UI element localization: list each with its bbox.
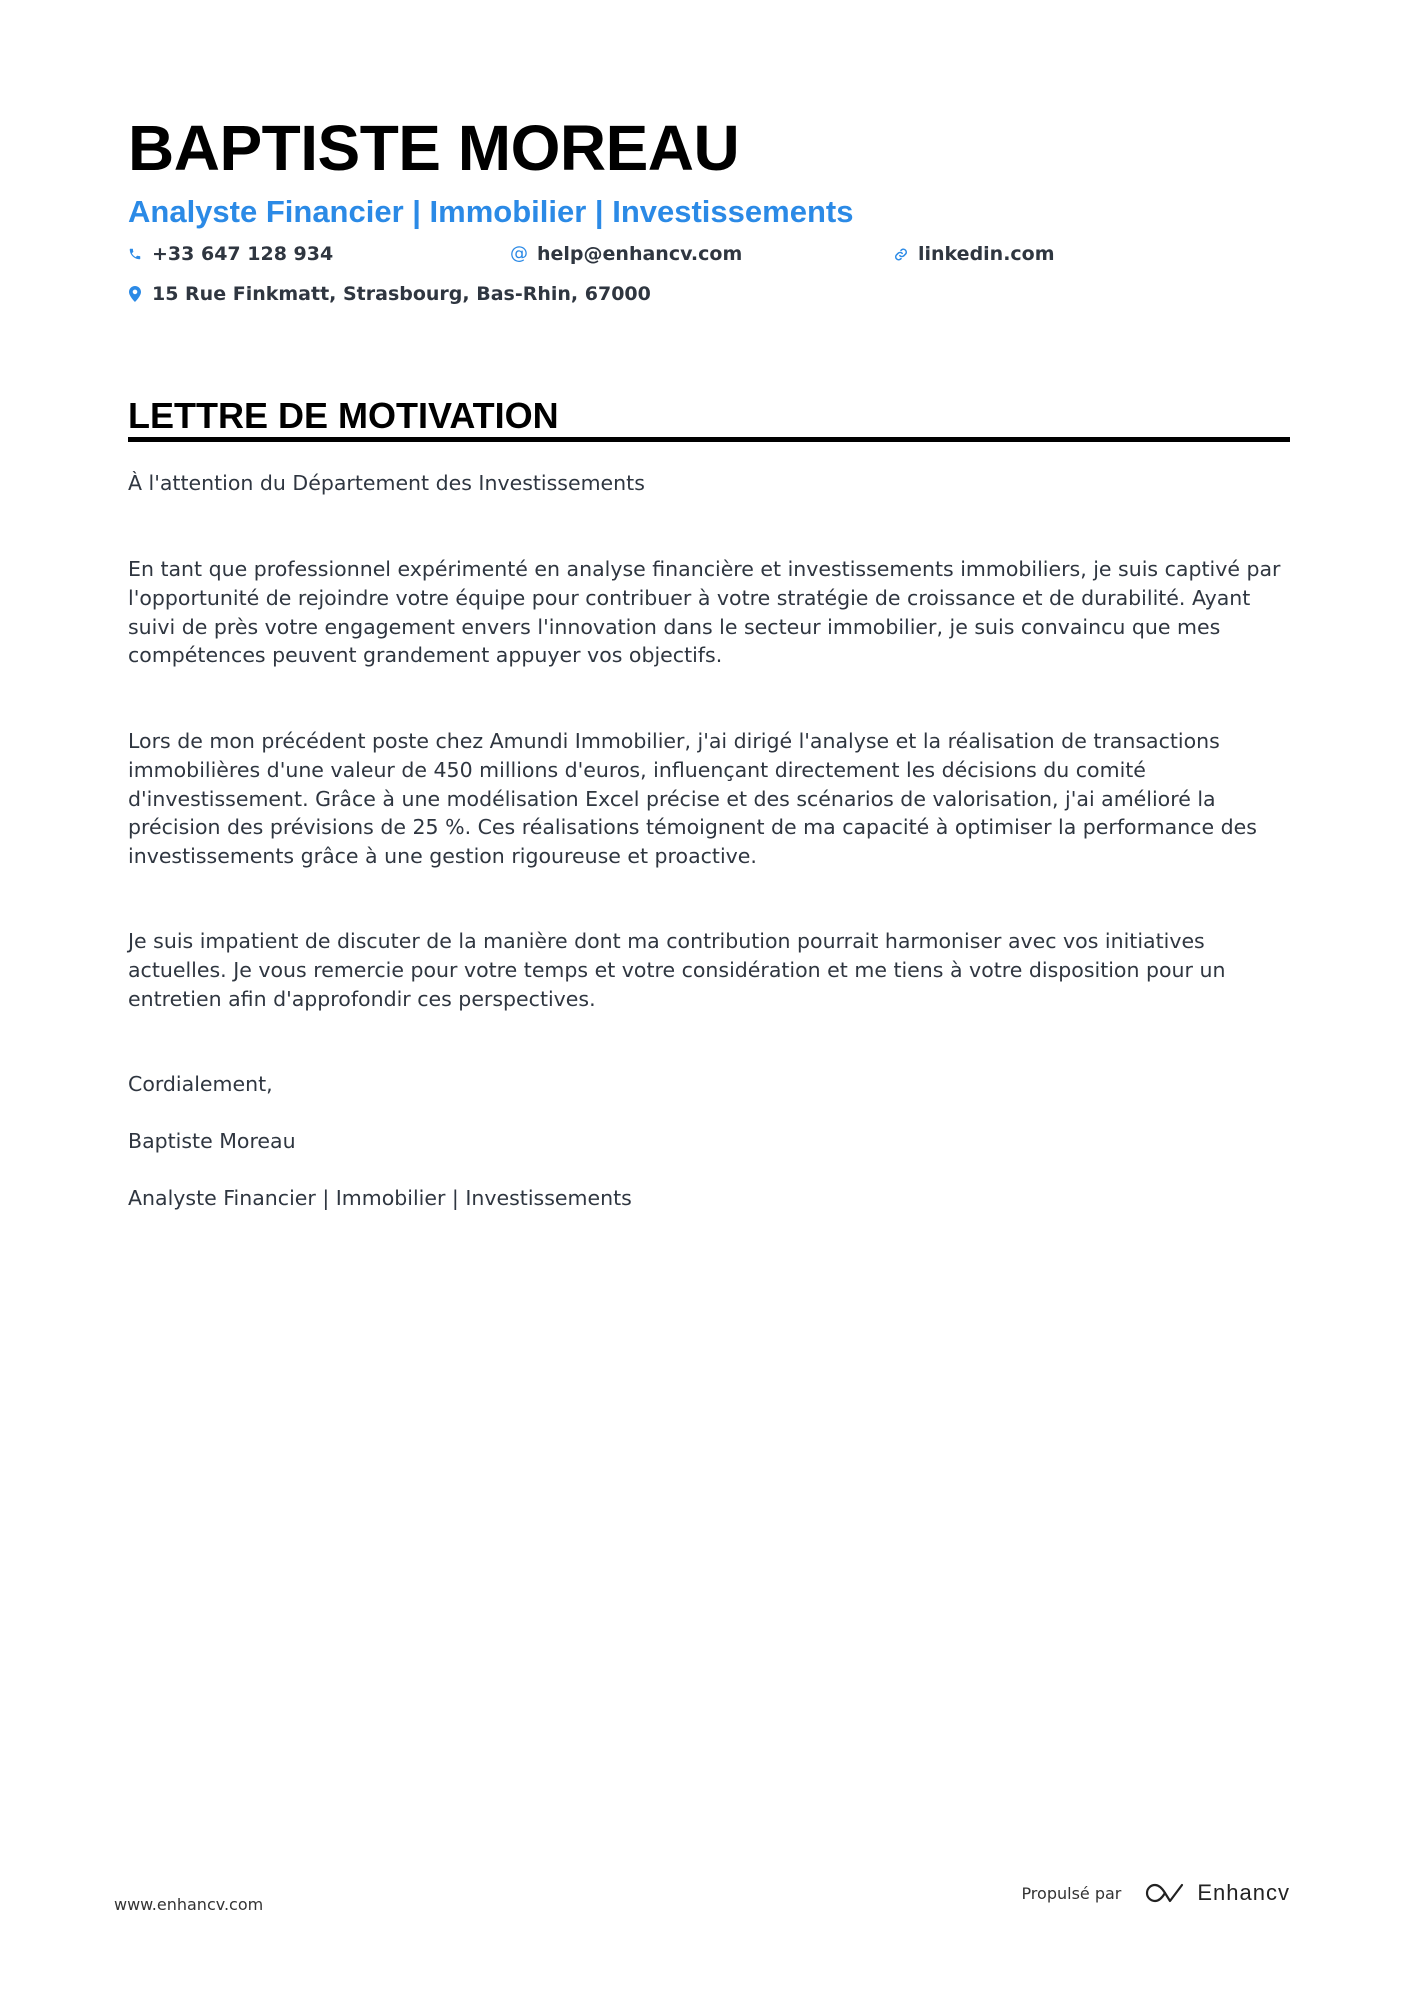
candidate-name: BAPTISTE MOREAU — [128, 112, 740, 184]
letter-paragraph-3: Je suis impatient de discuter de la manière dont ma contribution pourrait harmoniser avec vos initiatives actuelles. Je vous remercie pour votre temps et votre considération et me tiens à votre disposition pour un entretien afin d'approfondir ces perspectives. — [128, 929, 1226, 1011]
enhancv-logo-icon — [1143, 1882, 1187, 1904]
contact-linkedin[interactable] — [894, 241, 1055, 267]
footer-powered-by — [1021, 1880, 1290, 1906]
contact-address-text: 15 Rue Finkmatt, Strasbourg, Bas-Rhin, 67000 — [152, 283, 651, 305]
map-pin-icon — [128, 285, 142, 303]
section-title: LETTRE DE MOTIVATION — [128, 395, 559, 436]
section-divider — [128, 437, 1290, 442]
contact-email[interactable] — [511, 241, 742, 267]
contact-linkedin-text: linkedin.com — [918, 243, 1055, 265]
letter-signature-title: Analyste Financier | Immobilier | Investissements — [128, 1186, 632, 1210]
phone-icon — [128, 245, 142, 263]
at-icon: @ — [510, 243, 528, 264]
enhancv-brand: Enhancv — [1197, 1880, 1290, 1905]
letter-recipient: À l'attention du Département des Investissements — [128, 471, 645, 495]
letter-paragraph-2: Lors de mon précédent poste chez Amundi Immobilier, j'ai dirigé l'analyse et la réalisation de transactions immobilières d'une valeur de 450 millions d'euros, influençant directement les décisions du comité d'investissement. Grâce à une modélisation Excel précise et des scénarios de valorisation, j'ai amélioré la précision des prévisions de 25 %. Ces réalisations témoignent de ma capacité à optimiser la performance des investissements grâce à une gestion rigoureuse et proactive. — [128, 729, 1257, 869]
letter-paragraph-1: En tant que professionnel expérimenté en analyse financière et investissements immobiliers, je suis captivé par l'opportunité de rejoindre votre équipe pour contribuer à votre stratégie de croissance et de durabilité. Ayant suivi de près votre engagement envers l'innovation dans le secteur immobilier, je suis convaincu que mes compétences peuvent grandement appuyer vos objectifs. — [128, 557, 1281, 668]
footer-website[interactable]: www.enhancv.com — [114, 1895, 264, 1914]
letter-signature-name: Baptiste Moreau — [128, 1129, 296, 1153]
letter-closing: Cordialement, — [128, 1072, 273, 1096]
contact-email-text: help@enhancv.com — [537, 243, 743, 265]
powered-by-label: Propulsé par — [1021, 1883, 1122, 1903]
contact-phone[interactable] — [128, 241, 333, 267]
contact-address — [128, 281, 651, 307]
candidate-headline: Analyste Financier | Immobilier | Investissements — [128, 194, 854, 229]
link-icon — [894, 245, 908, 263]
contact-phone-text: +33 647 128 934 — [152, 243, 334, 265]
